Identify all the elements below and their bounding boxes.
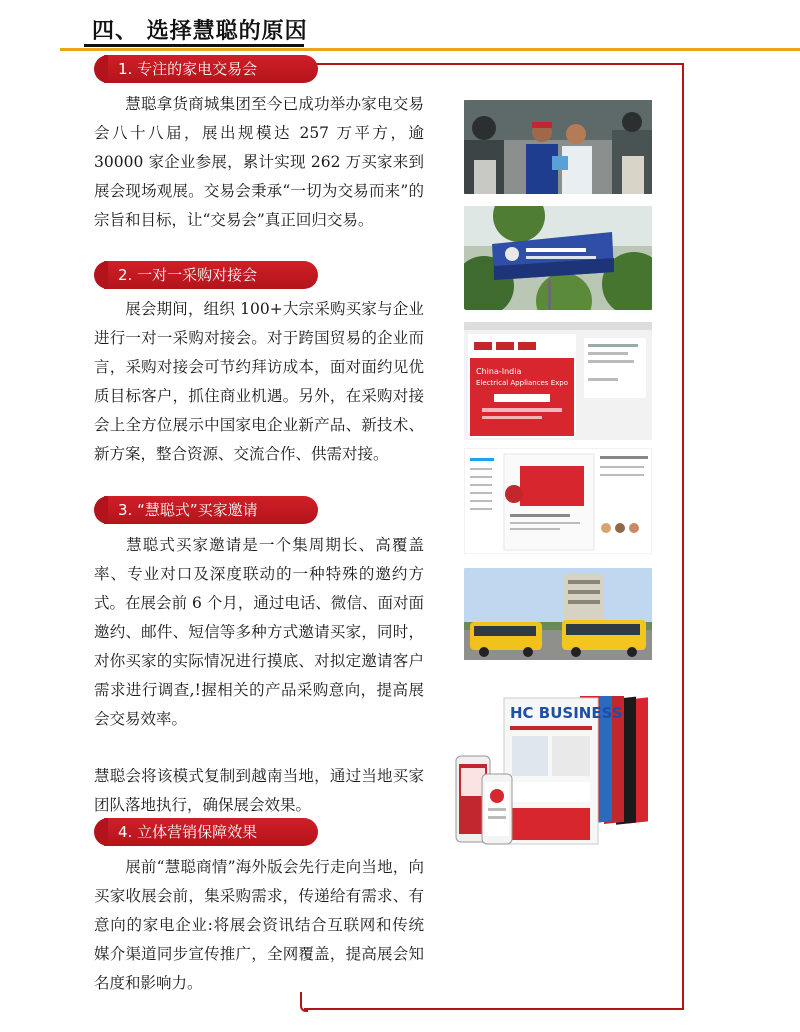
section-4-heading: 4. 立体营销保障效果 [104, 818, 318, 846]
section-3-text-2 [94, 762, 424, 820]
expo-poster-title-2: Electrical Appliances Expo [476, 379, 569, 387]
section-1-text [94, 90, 424, 235]
photo-store-visit [464, 100, 652, 194]
magazine-title: HC BUSINESS [510, 704, 623, 722]
photo-expo-poster [464, 322, 652, 440]
section-3-heading: 3. “慧聪式”买家邀请 [104, 496, 318, 524]
gold-divider [60, 48, 800, 51]
frame-right-line [682, 63, 684, 1009]
expo-poster-title-1: China-India [476, 367, 522, 376]
section-1-heading: 1. 专注的家电交易会 [104, 55, 318, 83]
photo-magazines-phones [452, 696, 660, 848]
section-3-paragraph-2: 慧聪会将该模式复制到越南当地，通过当地买家团队落地执行，确保展会效果。 [94, 767, 424, 814]
section-2-paragraph: 展会期间，组织 100+大宗采购买家与企业进行一对一采购对接会。对于跨国贸易的企业而言，采购对接会可节约拜访成本，面对面约见优质目标客户，抓住商业机遇。另外，在采购对接会上全方位展示中国家电企业新产品、新技术、新方案，整合资源、交流合作、供需对接。 [94, 300, 424, 463]
frame-top-line [300, 63, 683, 65]
section-2-heading: 2. 一对一采购对接会 [104, 261, 318, 289]
section-1-paragraph: 慧聪拿货商城集团至今已成功举办家电交易会八十八届，展出规模达 257 万平方，逾 30000 家企业参展，累计实现 262 万买家来到展会现场观展。交易会秉承“一切为交易而来”的宗旨和目标，让“交易会”真正回归交易。 [94, 95, 424, 229]
section-2-text [94, 295, 424, 469]
title-underline [84, 44, 304, 47]
section-4-text [94, 853, 424, 998]
section-3-paragraph-1: 慧聪式买家邀请是一个集周期长、高覆盖率、专业对口及深度联动的一种特殊的邀约方式。在展会前 6 个月，通过电话、微信、面对面邀约、邮件、短信等多种方式邀请买家，同时，对你买家的实际情况进行摸底、对拟定邀请客户需求进行调查,!握相关的产品采购意向，提高展会交易效率。 [94, 536, 424, 728]
photo-shuttle-buses [464, 568, 652, 660]
photo-outdoor-banner [464, 206, 652, 310]
page-title: 四、 选择慧聪的原因 [92, 19, 308, 44]
photo-social-post [464, 448, 652, 554]
section-3-text [94, 531, 424, 734]
section-4-paragraph: 展前“慧聪商情”海外版会先行走向当地，向买家收展会前，集采购需求，传递给有需求、有意向的家电企业:将展会资讯结合互联网和传统媒介渠道同步宣传推广，全网覆盖，提高展会知名度和影响力。 [94, 858, 424, 992]
frame-bottom-line [304, 1008, 684, 1010]
